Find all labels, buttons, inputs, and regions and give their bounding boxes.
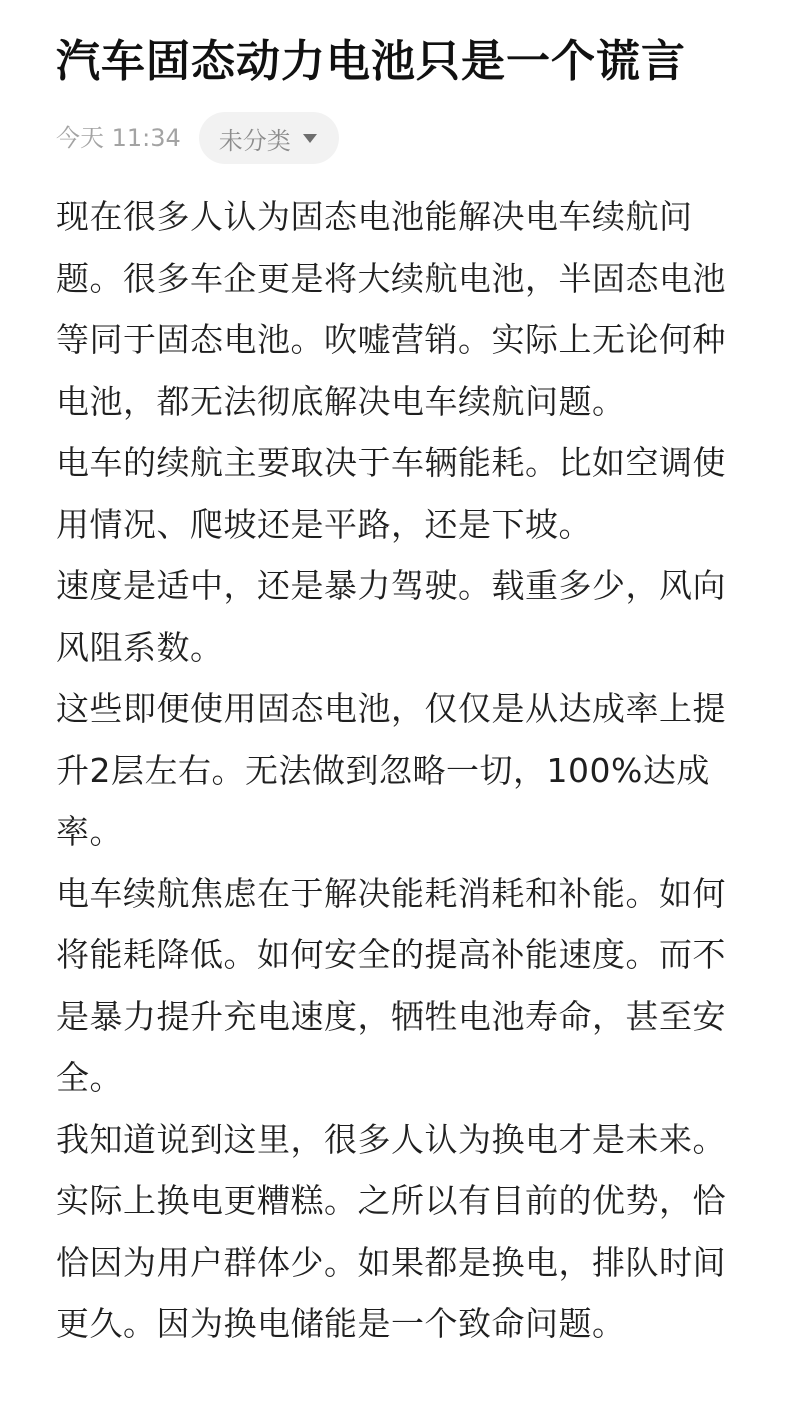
note-paragraph: 这些即便使用固态电池，仅仅是从达成率上提升2层左右。无法做到忽略一切，100%达成率。 (56, 689, 726, 851)
note-body[interactable] (56, 186, 744, 1355)
note-paragraph: 电车的续航主要取决于车辆能耗。比如空调使用情况、爬坡还是平路，还是下坡。 (56, 443, 726, 544)
chevron-down-icon (303, 134, 317, 143)
category-dropdown[interactable] (199, 112, 339, 164)
category-label: 未分类 (218, 126, 291, 155)
note-meta (56, 110, 744, 166)
note-timestamp: 今天 11:34 (56, 124, 181, 152)
note-title[interactable]: 汽车固态动力电池只是一个谎言 (56, 36, 686, 87)
note-paragraph: 现在很多人认为固态电池能解决电车续航问题。很多车企更是将大续航电池，半固态电池等同于固态电池。吹嘘营销。实际上无论何种电池，都无法彻底解决电车续航问题。 (56, 197, 726, 421)
note-paragraph: 电车续航焦虑在于解决能耗消耗和补能。如何将能耗降低。如何安全的提高补能速度。而不是暴力提升充电速度，牺牲电池寿命，甚至安全。 (56, 873, 726, 1097)
note-paragraph: 我知道说到这里，很多人认为换电才是未来。实际上换电更糟糕。之所以有目前的优势，恰恰因为用户群体少。如果都是换电，排队时间更久。因为换电储能是一个致命问题。 (56, 1119, 726, 1343)
note-paragraph: 速度是适中，还是暴力驾驶。载重多少，风向风阻系数。 (56, 566, 726, 667)
